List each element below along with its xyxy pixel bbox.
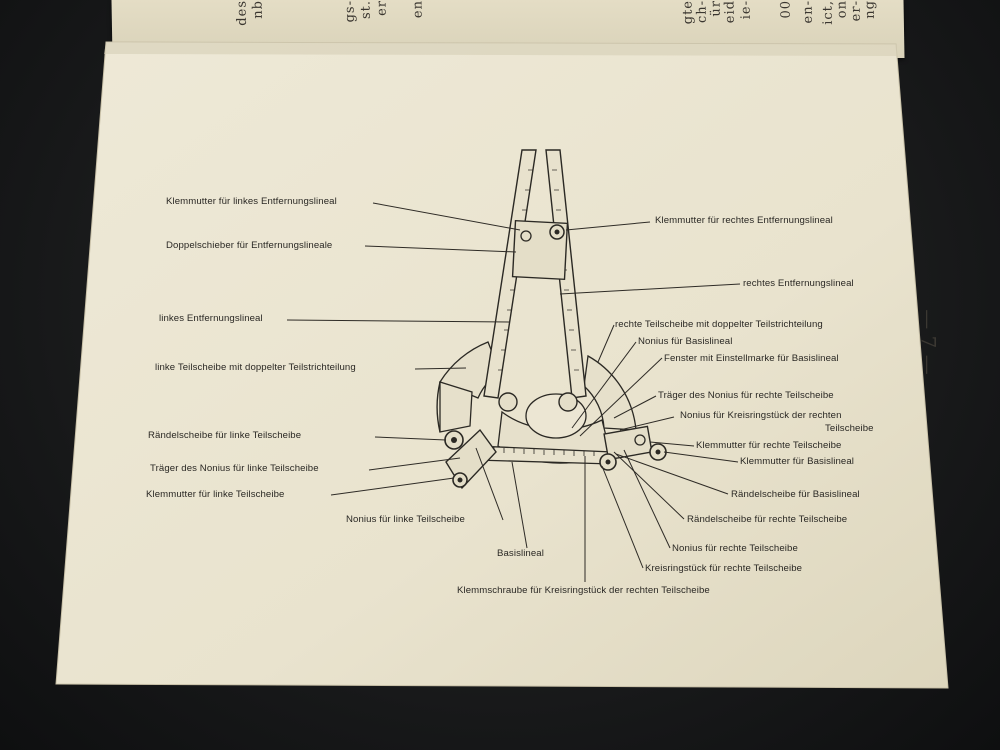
label-raendelscheibe-linke: Rändelscheibe für linke Teilscheibe <box>148 430 302 441</box>
label-klemmutter-basislineal: Klemmutter für Basislineal <box>740 456 855 467</box>
back-text-fragment: er- <box>848 0 864 22</box>
back-text-fragment: eid <box>722 0 738 24</box>
label-nonius-rechte: Nonius für rechte Teilscheibe <box>672 543 798 554</box>
left-ruler-clamp-nut <box>521 231 531 241</box>
label-nonius-kreisring-continued: Teilscheibe <box>825 423 874 434</box>
label-kreisringstueck: Kreisringstück für rechte Teilscheibe <box>645 563 803 574</box>
label-klemmutter-rechtes-lineal: Klemmutter für rechtes Entfernungslineal <box>655 215 833 226</box>
label-traeger-nonius-rechte: Träger des Nonius für rechte Teilscheibe <box>658 390 834 401</box>
back-text-fragment: ür <box>708 0 724 17</box>
label-basislineal: Basislineal <box>497 548 544 559</box>
label-doppelschieber: Doppelschieber für Entfernungslineale <box>166 240 333 251</box>
back-text-fragment: er <box>374 0 390 16</box>
label-klemmutter-linkes-lineal: Klemmutter für linkes Entfernungslineal <box>166 196 337 207</box>
back-text-fragment: gs- <box>342 0 358 23</box>
label-linke-teilscheibe: linke Teilscheibe mit doppelter Teilstrichteilung <box>155 362 356 373</box>
back-text-fragment: des <box>234 0 250 26</box>
label-nonius-kreisring: Nonius für Kreisringstück der rechten <box>680 410 842 421</box>
back-text-fragment: 00 <box>778 0 794 19</box>
label-nonius-linke: Nonius für linke Teilscheibe <box>346 514 465 525</box>
right-dial-scale <box>584 356 636 430</box>
label-linkes-lineal: linkes Entfernungslineal <box>159 313 263 324</box>
back-text-fragment: gte <box>680 0 696 25</box>
back-text-fragment: on <box>834 0 850 19</box>
label-klemmutter-linke-teilscheibe: Klemmutter für linke Teilscheibe <box>146 489 285 500</box>
label-klemmschraube: Klemmschraube für Kreisringstück der rechten Teilscheibe <box>457 585 710 596</box>
label-traeger-nonius-linke: Träger des Nonius für linke Teilscheibe <box>150 463 319 474</box>
back-text-fragment: ict, <box>820 0 836 25</box>
back-text-fragment: en- <box>800 0 816 24</box>
back-text-fragment: ch- <box>694 0 710 24</box>
right-dial-clamp-nut <box>635 435 645 445</box>
back-text-fragment: st. <box>358 0 374 20</box>
label-rechtes-lineal: rechtes Entfernungslineal <box>743 278 854 289</box>
page-number: — 7 — <box>916 309 941 375</box>
back-text-fragment: nb <box>250 0 266 19</box>
back-text-fragment: en <box>410 0 426 19</box>
label-klemmutter-rechte-teilscheibe: Klemmutter für rechte Teilscheibe <box>696 440 842 451</box>
right-pivot <box>559 393 577 411</box>
back-text-fragment: ie- <box>738 0 754 20</box>
label-raendelscheibe-basislineal: Rändelscheibe für Basislineal <box>731 489 860 500</box>
label-raendelscheibe-rechte: Rändelscheibe für rechte Teilscheibe <box>687 514 848 525</box>
label-nonius-basislineal: Nonius für Basislineal <box>638 336 733 347</box>
back-text-fragment: ng <box>862 0 878 19</box>
label-rechte-teilscheibe: rechte Teilscheibe mit doppelter Teilstrichteilung <box>615 319 823 330</box>
left-pivot <box>499 393 517 411</box>
label-fenster: Fenster mit Einstellmarke für Basislineal <box>664 353 839 364</box>
